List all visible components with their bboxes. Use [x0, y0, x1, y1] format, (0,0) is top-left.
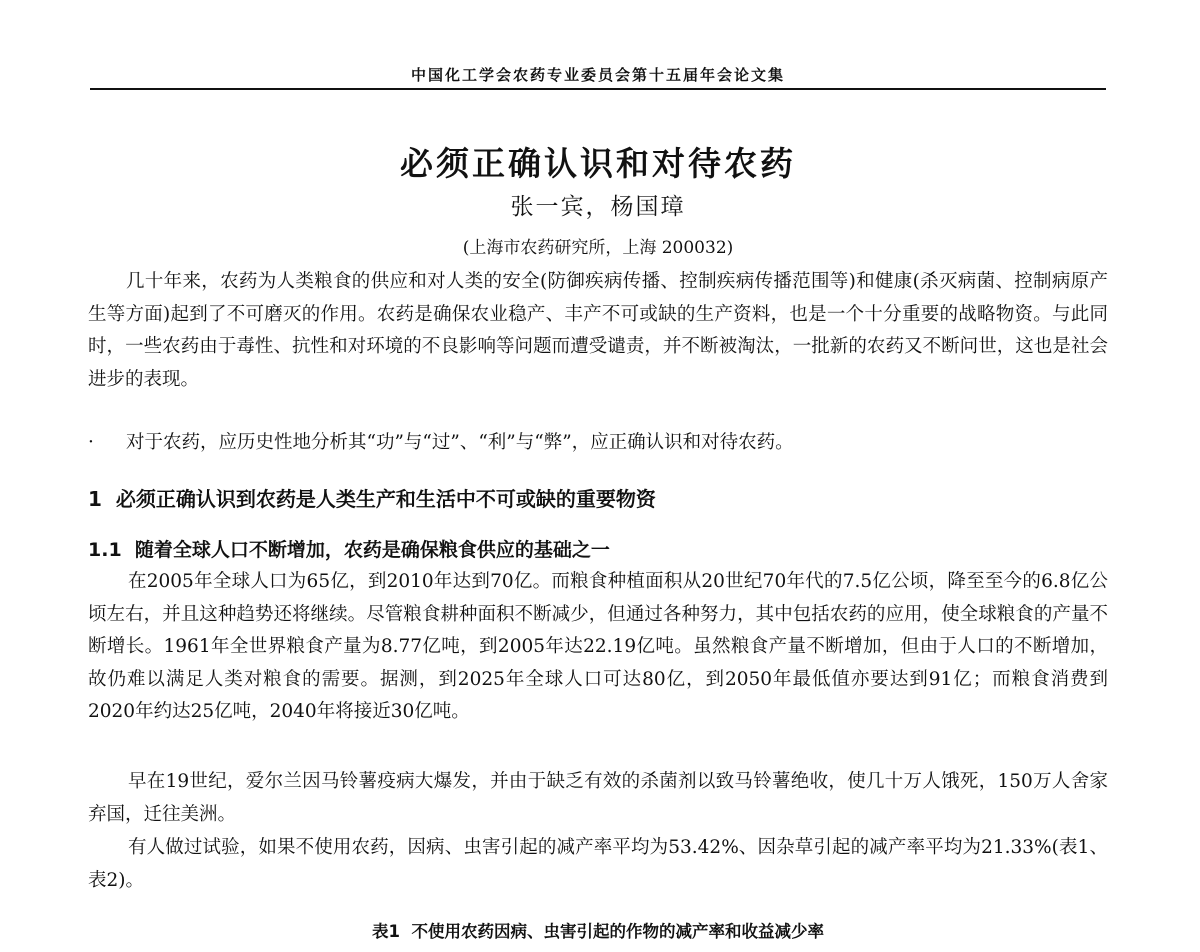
authors: 张一宾，杨国璋 — [510, 194, 686, 220]
section-1-1-heading: 1.1 随着全球人口不断增加，农药是确保粮食供应的基础之一 — [88, 539, 610, 561]
ireland-paragraph: 早在19世纪，爱尔兰因马铃薯疫病大爆发，并由于缺乏有效的杀菌剂以致马铃薯绝收，使几十万人饿死，150万人舍家弃国，迁往美洲。 — [88, 771, 1108, 825]
bullet-item — [88, 428, 1108, 458]
intro-paragraph: 几十年来，农药为人类粮食的供应和对人类的安全(防御疾病传播、控制疾病传播范围等)和健康(杀灭病菌、控制病原产生等方面)起到了不可磨灭的作用。农药是确保农业稳产、丰产不可或缺的生产资料，也是一个十分重要的战略物资。与此同时，一些农药由于毒性、抗性和对环境的不良影响等问题而遭受谴责，并不断被淘汰，一批新的农药又不断问世，这也是社会进步的表现。 — [88, 271, 1108, 390]
header-rule — [90, 88, 1106, 90]
table-1-caption: 表1 不使用农药因病、虫害引起的作物的减产率和收益减少率 — [372, 922, 824, 941]
experiment-paragraph: 有人做过试验，如果不使用农药，因病、虫害引起的减产率平均为53.42%、因杂草引起的减产率平均为21.33%(表1、表2)。 — [88, 837, 1108, 891]
running-header: 中国化工学会农药专业委员会第十五届年会论文集 — [410, 66, 785, 84]
article-title: 必须正确认识和对待农药 — [400, 144, 796, 183]
bullet-text: 对于农药，应历史性地分析其“功”与“过”、“利”与“弊”，应正确认识和对待农药。 — [126, 432, 794, 453]
affiliation: (上海市农药研究所，上海 200032) — [462, 238, 734, 258]
bullet-marker: · — [88, 432, 94, 453]
section-1-heading: 1 必须正确认识到农药是人类生产和生活中不可或缺的重要物资 — [88, 487, 656, 511]
population-paragraph: 在2005年全球人口为65亿，到2010年达到70亿。而粮食种植面积从20世纪70年代的7.5亿公顷，降至至今的6.8亿公顷左右，并且这种趋势还将继续。尽管粮食耕种面积不断减少，但通过各种努力，其中包括农药的应用，使全球粮食的产量不断增长。1961年全世界粮食产量为8.77亿吨，到2005年达22.19亿吨。虽然粮食产量不断增加，但由于人口的不断增加，故仍难以满足人类对粮食的需要。据测，到2025年全球人口可达80亿，到2050年最低值亦要达到91亿；而粮食消费到2020年约达25亿吨，2040年将接近30亿吨。 — [88, 571, 1108, 722]
